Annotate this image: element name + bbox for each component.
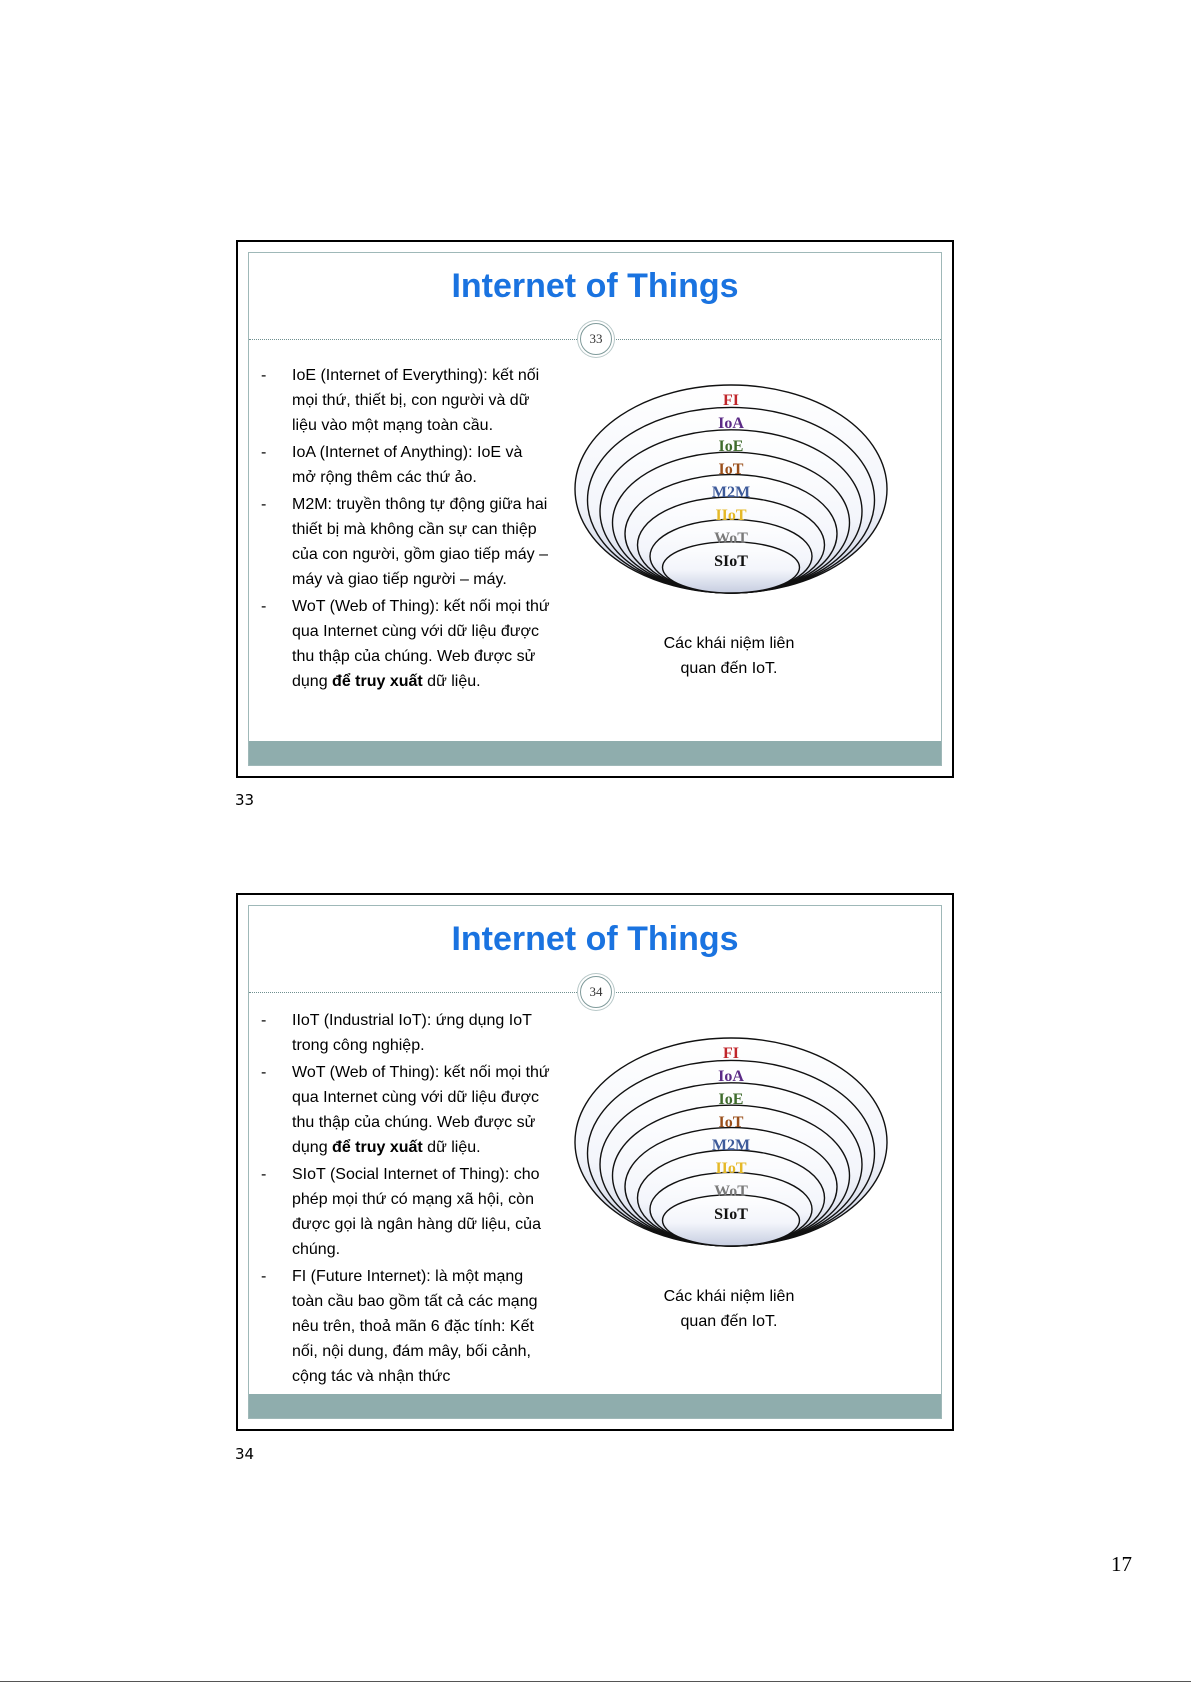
layer-label-ioa: IoA (718, 1068, 744, 1085)
slide-number-badge: 34 (580, 976, 612, 1008)
layer-label-siot: SIoT (714, 553, 748, 570)
slide-content (248, 252, 942, 766)
diagram-caption (644, 1284, 814, 1334)
bullet-item (261, 492, 581, 592)
bullet-item (261, 1264, 581, 1389)
caption-line: quan đến IoT. (680, 660, 778, 677)
bullet-line: máy và giao tiếp người – máy. (292, 571, 507, 588)
bullet-line: IoA (Internet of Anything): IoE và (292, 444, 523, 461)
bullet-dash: - (261, 1166, 267, 1183)
bullet-line: của con người, gồm giao tiếp máy – (292, 546, 549, 563)
bullet-dash: - (261, 598, 267, 615)
bullet-line: thiết bị mà không cần sự can thiệp (292, 521, 537, 538)
bold-text-run: để truy xuất (332, 673, 423, 690)
layer-label-iiot: IIoT (715, 1160, 747, 1177)
diagram-caption (644, 631, 814, 681)
bullet-line: toàn cầu bao gồm tất cả các mạng (292, 1293, 538, 1310)
bullet-line: thu thập của chúng. Web được sử (292, 648, 536, 665)
page-number: 17 (1111, 1552, 1132, 1576)
slide-label: 33 (235, 791, 255, 809)
bullet-item (261, 1060, 581, 1160)
slide-title: Internet of Things (451, 920, 739, 958)
layer-label-fi: FI (723, 1045, 739, 1062)
iot-concepts-diagram (571, 381, 891, 601)
bullet-line: trong công nghiệp. (292, 1037, 425, 1054)
layer-label-m2m: M2M (711, 1137, 751, 1154)
text-run: dữ liệu. (422, 1139, 481, 1156)
slide-label: 34 (235, 1445, 255, 1463)
bullet-list (261, 363, 581, 696)
bullet-line: IoE (Internet of Everything): kết nối (292, 367, 540, 384)
bold-text-run: để truy xuất (332, 1139, 423, 1156)
bullet-line: qua Internet cùng với dữ liệu được (292, 1089, 539, 1106)
text-run: dụng (292, 673, 333, 690)
bullet-line (292, 669, 581, 694)
layer-label-ioe: IoE (718, 438, 744, 455)
bullet-line: chúng. (292, 1241, 341, 1258)
slide-content (248, 905, 942, 1419)
slide-footer-bar (249, 741, 941, 765)
bullet-dash: - (261, 367, 267, 384)
slide-footer-bar (249, 1394, 941, 1418)
bullet-line: WoT (Web of Thing): kết nối mọi thứ (292, 1064, 550, 1081)
layer-label-siot: SIoT (714, 1206, 748, 1223)
bullet-line: cộng tác và nhận thức (292, 1368, 451, 1385)
bullet-line: qua Internet cùng với dữ liệu được (292, 623, 539, 640)
bullet-dash: - (261, 444, 267, 461)
bullet-line (292, 1135, 581, 1160)
bullet-line: mở rộng thêm các thứ ảo. (292, 469, 477, 486)
bullet-line: M2M: truyền thông tự động giữa hai (292, 496, 548, 513)
bullet-dash: - (261, 1268, 267, 1285)
caption-line: Các khái niệm liên (663, 1288, 795, 1305)
bullet-line: FI (Future Internet): là một mạng (292, 1268, 524, 1285)
bullet-line: SIoT (Social Internet of Thing): cho (292, 1166, 540, 1183)
layer-label-iiot: IIoT (715, 507, 747, 524)
bullet-line: nêu trên, thoả mãn 6 đặc tính: Kết (292, 1318, 534, 1335)
bullet-dash: - (261, 1012, 267, 1029)
bullet-line: liệu vào một mạng toàn cầu. (292, 417, 494, 434)
nested-bowl-svg (571, 1034, 891, 1254)
slide-number-badge: 33 (580, 323, 612, 355)
slide-title: Internet of Things (451, 267, 739, 305)
iot-concepts-diagram (571, 1034, 891, 1254)
bullet-dash: - (261, 1064, 267, 1081)
bullet-line: được gọi là ngân hàng dữ liệu, của (292, 1216, 541, 1233)
bullet-item (261, 1008, 581, 1058)
bullet-item (261, 1162, 581, 1262)
layer-label-fi: FI (723, 392, 739, 409)
bullet-list (261, 1008, 581, 1391)
text-run: dữ liệu. (422, 673, 481, 690)
bullet-line: IIoT (Industrial IoT): ứng dụng IoT (292, 1012, 532, 1029)
bullet-line: thu thập của chúng. Web được sử (292, 1114, 536, 1131)
caption-line: quan đến IoT. (680, 1313, 778, 1330)
bullet-line: mọi thứ, thiết bị, con người và dữ (292, 392, 530, 409)
bullet-item (261, 363, 581, 438)
layer-label-iot: IoT (718, 1114, 744, 1131)
layer-label-wot: WoT (714, 1183, 748, 1200)
bullet-item (261, 594, 581, 694)
page-bottom-rule (0, 1681, 1191, 1682)
layer-label-ioe: IoE (718, 1091, 744, 1108)
slide-33 (236, 240, 954, 778)
bullet-line: phép mọi thứ có mạng xã hội, còn (292, 1191, 534, 1208)
bullet-dash: - (261, 496, 267, 513)
layer-label-m2m: M2M (711, 484, 751, 501)
slide-34 (236, 893, 954, 1431)
bullet-line: nối, nội dung, đám mây, bối cảnh, (292, 1343, 531, 1360)
bullet-item (261, 440, 581, 490)
layer-label-ioa: IoA (718, 415, 744, 432)
layer-label-iot: IoT (718, 461, 744, 478)
layer-label-wot: WoT (714, 530, 748, 547)
text-run: dụng (292, 1139, 333, 1156)
bullet-line: WoT (Web of Thing): kết nối mọi thứ (292, 598, 550, 615)
caption-line: Các khái niệm liên (663, 635, 795, 652)
nested-bowl-svg (571, 381, 891, 601)
